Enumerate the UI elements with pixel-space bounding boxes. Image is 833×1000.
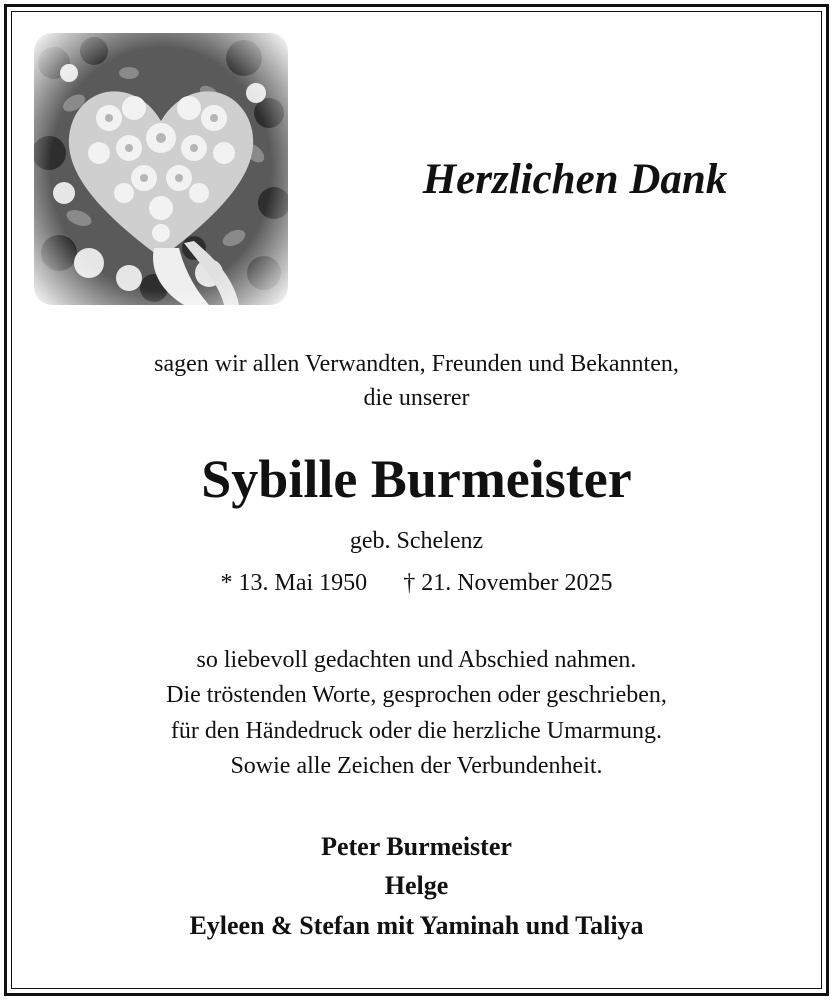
signature-3: Eyleen & Stefan mit Yaminah und Taliya xyxy=(189,911,644,940)
flower-heart-icon xyxy=(34,33,288,305)
body-line-3: für den Händedruck oder die herzliche Umarmung. xyxy=(170,718,663,744)
intro-line-2: die unserer xyxy=(363,385,470,411)
signature-1: Peter Burmeister xyxy=(321,832,512,861)
life-dates xyxy=(0,570,833,597)
heart-flower-arrangement-photo xyxy=(34,33,288,305)
intro-line-1: sagen wir allen Verwandten, Freunden und Bekannten, xyxy=(154,351,679,377)
maiden-name: geb. Schelenz xyxy=(349,528,484,554)
deceased-name: Sybille Burmeister xyxy=(201,449,632,509)
body-line-1: so liebevoll gedachten und Abschied nahmen. xyxy=(196,647,637,673)
heading: Herzlichen Dank xyxy=(422,156,728,203)
body-line-4: Sowie alle Zeichen der Verbundenheit. xyxy=(230,753,603,779)
birth-date: * 13. Mai 1950 xyxy=(220,570,368,596)
body-line-2: Die tröstenden Worte, gesprochen oder geschrieben, xyxy=(166,682,667,708)
signature-2: Helge xyxy=(384,871,449,900)
death-date: † 21. November 2025 xyxy=(403,570,613,596)
